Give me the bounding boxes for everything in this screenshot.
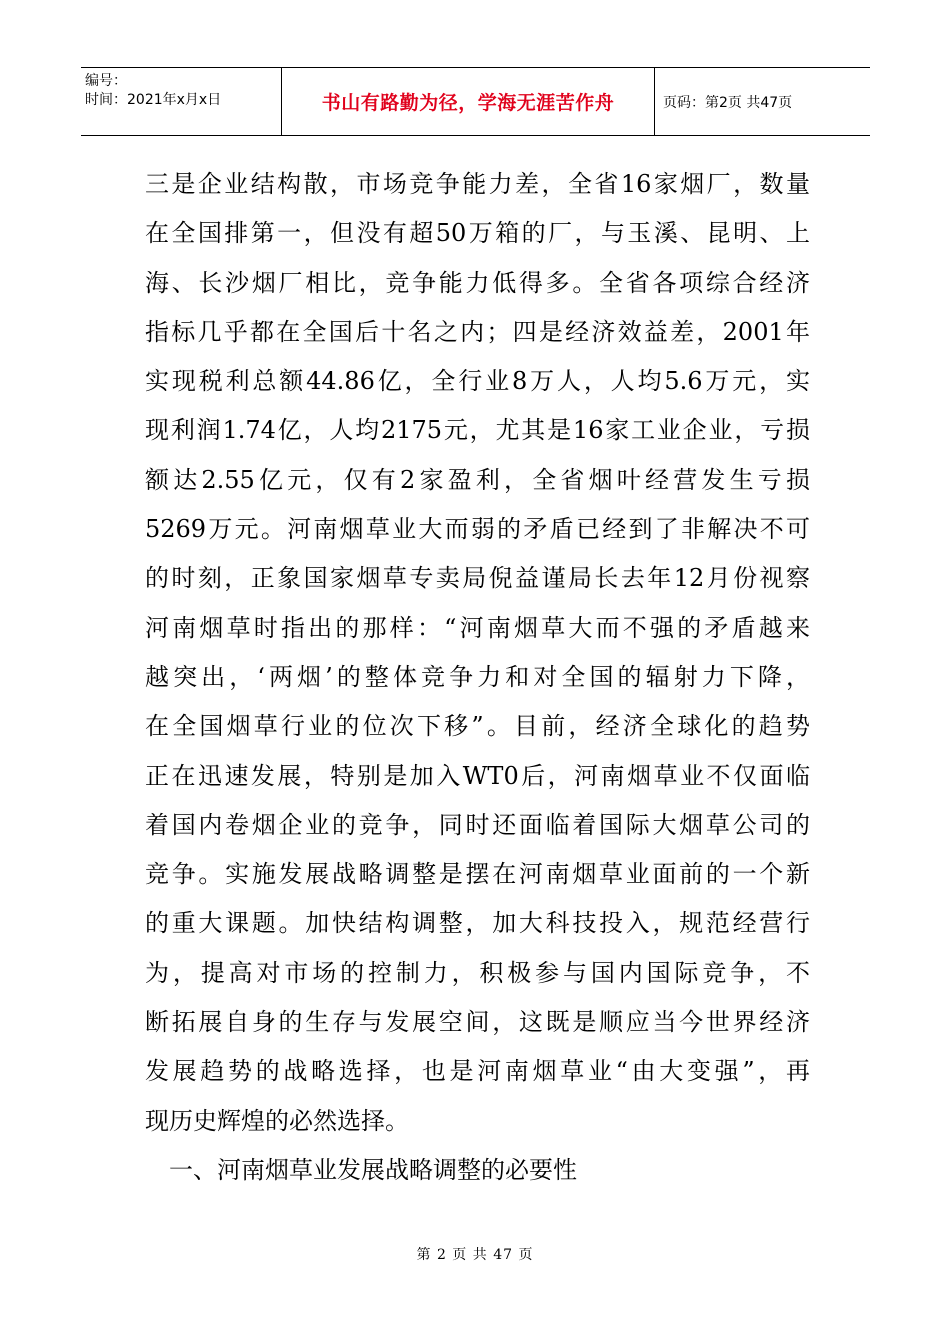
document-body <box>145 160 810 1195</box>
body-line: 现利润1.74亿，人均2175元，尤其是16家工业企业，亏损 <box>145 416 810 445</box>
body-line: 正在迅速发展，特别是加入WT0后，河南烟草业不仅面临 <box>145 761 810 790</box>
body-line: 断拓展自身的生存与发展空间，这既是顺应当今世界经济 <box>145 1008 810 1037</box>
body-line: 竞争。实施发展战略调整是摆在河南烟草业面前的一个新 <box>145 860 810 889</box>
body-line: 实现税利总额44.86亿，全行业8万人，人均5.6万元，实 <box>145 367 810 396</box>
body-line: 在全国排第一，但没有超50万箱的厂，与玉溪、昆明、上 <box>145 219 810 248</box>
page-info-text: 页码：第2页 共47页 <box>663 94 793 111</box>
body-line: 的时刻，正象国家烟草专卖局倪益谨局长去年12月份视察 <box>145 564 810 593</box>
body-line: 发展趋势的战略选择，也是河南烟草业“由大变强”，再 <box>145 1057 810 1086</box>
body-line: 三是企业结构散，市场竞争能力差，全省16家烟厂，数量 <box>145 170 810 198</box>
header-page-cell <box>655 68 870 135</box>
body-line: 在全国烟草行业的位次下移”。目前，经济全球化的趋势 <box>145 712 810 741</box>
date-label: 时间：2021年x月x日 <box>85 92 222 108</box>
body-line: 河南烟草时指出的那样：“河南烟草大而不强的矛盾越来 <box>145 613 810 642</box>
page-header <box>81 67 870 136</box>
header-motto-cell <box>282 68 655 135</box>
footer-page-number: 第 2 页 共 47 页 <box>416 1247 534 1263</box>
serial-number-label: 编号： <box>85 73 127 89</box>
body-line: 指标几乎都在全国后十名之内；四是经济效益差，2001年 <box>145 317 810 346</box>
body-line: 额达2.55亿元，仅有2家盈利，全省烟叶经营发生亏损 <box>145 465 810 494</box>
body-line: 为，提高对市场的控制力，积极参与国内国际竞争，不 <box>145 958 810 987</box>
motto-text: 书山有路勤为径，学海无涯苦作舟 <box>321 92 615 114</box>
body-line: 的重大课题。加快结构调整，加大科技投入，规范经营行 <box>145 909 810 938</box>
page-footer <box>0 1244 950 1264</box>
body-line: 现历史辉煌的必然选择。 <box>145 1106 409 1135</box>
header-meta-cell <box>81 68 282 135</box>
section-heading: 一、河南烟草业发展战略调整的必要性 <box>169 1155 577 1184</box>
body-line: 海、长沙烟厂相比，竞争能力低得多。全省各项综合经济 <box>145 268 810 297</box>
body-line: 越突出，‘两烟’的整体竞争力和对全国的辐射力下降， <box>145 662 810 691</box>
body-line: 5269万元。河南烟草业大而弱的矛盾已经到了非解决不可 <box>145 515 810 544</box>
body-line: 着国内卷烟企业的竞争，同时还面临着国际大烟草公司的 <box>145 810 810 839</box>
